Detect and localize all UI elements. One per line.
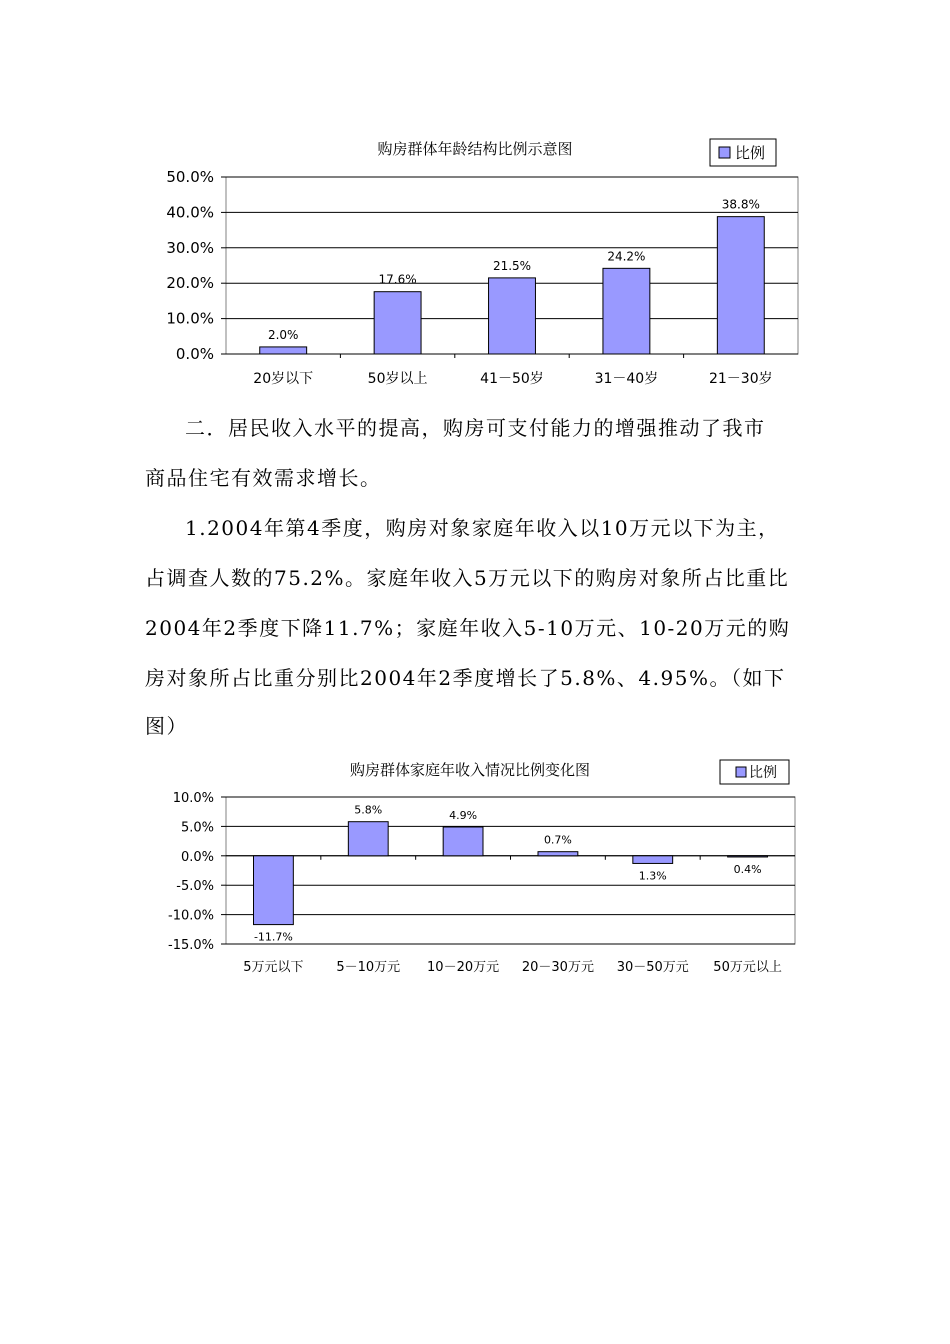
y-tick-label: -10.0%: [168, 908, 214, 924]
data-label: 21.5%: [492, 258, 532, 273]
y-tick-label: 10.0%: [166, 309, 214, 328]
paragraph-line: 占调查人数的75.2%。家庭年收入5万元以下的购房对象所占比重比: [145, 566, 790, 590]
y-axis-ticks: [168, 791, 214, 953]
x-tick-label: 20－30万元: [521, 960, 594, 975]
grid-lines: [221, 797, 795, 944]
legend-label: 比例: [735, 144, 766, 162]
x-tick-label: 21－30岁: [708, 371, 773, 387]
y-tick-label: 20.0%: [166, 274, 214, 293]
paragraph-line: 二．居民收入水平的提高，购房可支付能力的增强推动了我市: [185, 416, 766, 440]
x-tick-label: 30－50万元: [616, 960, 689, 975]
x-tick-label: 50万元以上: [713, 960, 782, 975]
paragraph-line: 房对象所占比重分别比2004年2季度增长了5.8%、4.95%。（如下: [145, 666, 786, 690]
y-tick-label: -15.0%: [168, 938, 214, 953]
data-label: 24.2%: [607, 249, 646, 264]
bar: [254, 856, 294, 925]
x-tick-label: 41－50岁: [480, 371, 544, 387]
paragraph-line: 商品住宅有效需求增长。: [145, 466, 382, 490]
data-label: 38.8%: [721, 197, 760, 212]
paragraph-line: 图）: [145, 714, 188, 738]
y-tick-label: 10.0%: [172, 791, 214, 806]
plot-area: [226, 797, 795, 944]
bar: [538, 852, 578, 856]
chart-title: 购房群体年龄结构比例示意图: [377, 140, 573, 158]
data-label: 0.7%: [543, 833, 572, 847]
legend: [720, 760, 789, 784]
paragraph-line: 2004年2季度下降11.7%；家庭年收入5-10万元、10-20万元的购: [145, 616, 791, 640]
bar: [348, 822, 388, 856]
data-label: -11.7%: [253, 930, 293, 944]
bar: [728, 856, 768, 857]
bars: [254, 822, 768, 925]
y-tick-label: -5.0%: [176, 879, 214, 895]
x-tick-label: 20岁以下: [253, 371, 314, 387]
data-label: 2.0%: [267, 327, 299, 342]
x-tick-label: 50岁以上: [367, 371, 428, 387]
data-labels: [254, 804, 762, 944]
bar: [633, 856, 673, 864]
x-axis-ticks: [243, 960, 782, 975]
x-tick-label: 31－40岁: [594, 371, 659, 387]
legend-swatch: [736, 767, 746, 777]
data-label: 5.8%: [354, 803, 383, 817]
y-tick-label: 5.0%: [180, 820, 214, 836]
y-tick-label: 40.0%: [166, 203, 214, 222]
y-tick-label: 50.0%: [166, 168, 214, 186]
x-tick-label: 10－20万元: [427, 960, 500, 975]
data-label: 0.4%: [733, 862, 762, 876]
x-tick-label: 5万元以下: [243, 960, 304, 975]
chart-title: 购房群体家庭年收入情况比例变化图: [349, 761, 591, 779]
y-tick-label: 30.0%: [166, 238, 214, 257]
y-tick-label: 0.0%: [175, 345, 214, 363]
paragraph-line: 1.2004年第4季度，购房对象家庭年收入以10万元以下为主，: [185, 516, 780, 540]
data-label: 17.6%: [378, 272, 417, 287]
data-label: 4.9%: [449, 808, 478, 822]
x-tick-label: 5－10万元: [336, 960, 401, 975]
y-tick-label: 0.0%: [180, 849, 214, 865]
bar: [443, 827, 483, 856]
data-label: 1.3%: [638, 869, 667, 883]
legend-label: 比例: [749, 765, 777, 781]
